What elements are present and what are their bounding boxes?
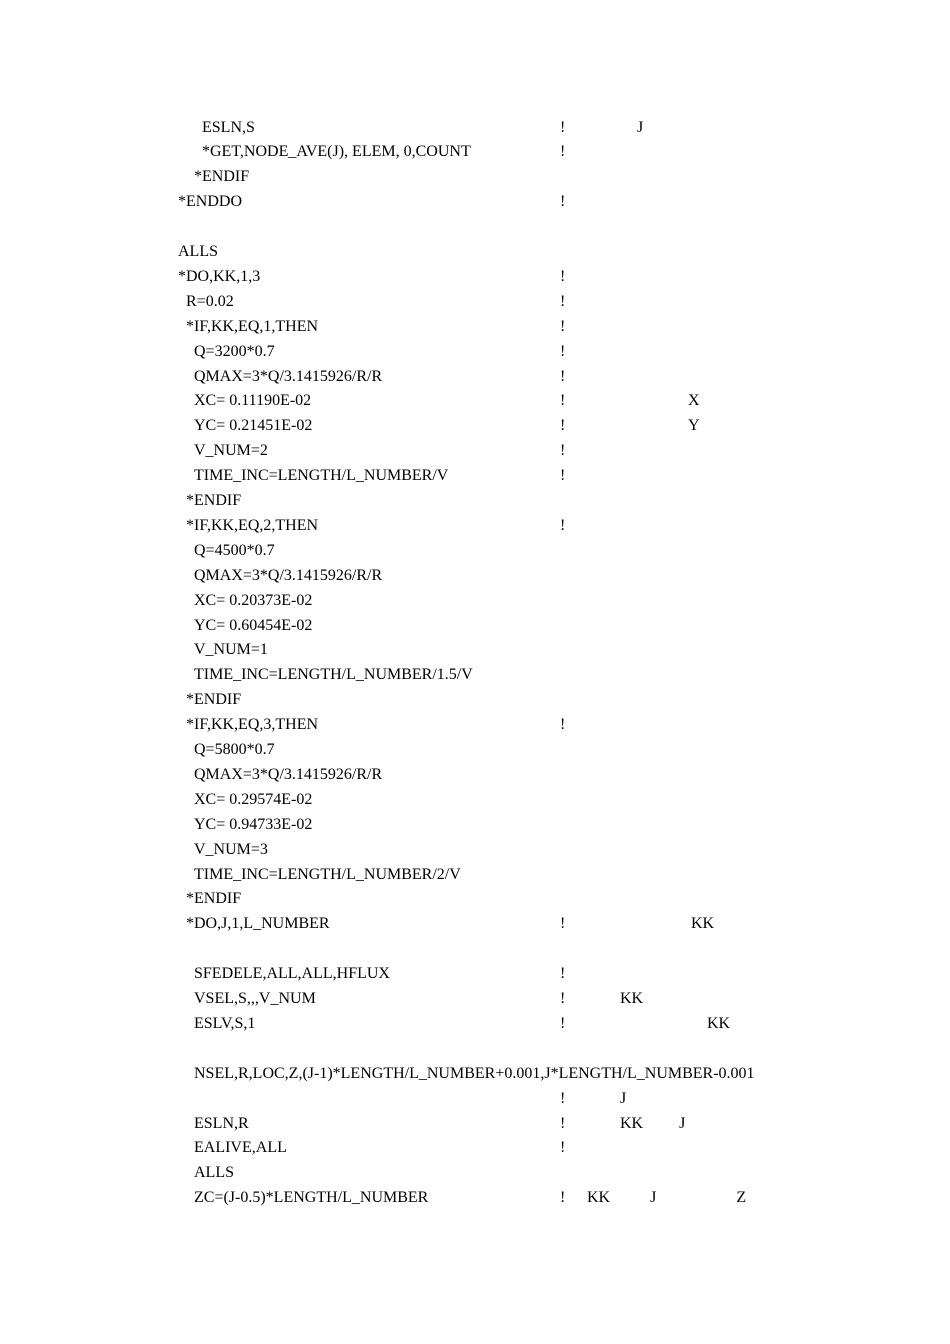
code-line	[0, 962, 950, 987]
code-line	[0, 489, 950, 514]
code-text: TIME_INC=LENGTH/L_NUMBER/2/V	[194, 865, 461, 883]
code-text: *IF,KK,EQ,1,THEN	[186, 317, 319, 335]
comment-marker: !	[560, 417, 566, 435]
comment-marker: !	[560, 965, 566, 983]
code-text: R=0.02	[186, 292, 234, 310]
code-line	[0, 937, 950, 962]
comment-marker: !	[560, 915, 566, 933]
code-line	[0, 713, 950, 738]
code-line	[0, 887, 950, 912]
code-line	[0, 564, 950, 589]
comment-marker: !	[560, 143, 566, 161]
code-text: *DO,KK,1,3	[178, 267, 261, 285]
comment-marker: !	[560, 467, 566, 485]
code-line	[0, 838, 950, 863]
code-text: *ENDIF	[186, 890, 242, 908]
code-line	[0, 813, 950, 838]
code-text: V_NUM=1	[194, 641, 268, 659]
code-line	[0, 589, 950, 614]
code-line	[0, 863, 950, 888]
code-line	[0, 1087, 950, 1112]
code-line	[0, 738, 950, 763]
code-line	[0, 1136, 950, 1161]
code-line	[0, 265, 950, 290]
comment-text: X	[688, 392, 700, 410]
code-text: Q=3200*0.7	[194, 342, 275, 360]
code-text: TIME_INC=LENGTH/L_NUMBER/1.5/V	[194, 666, 473, 684]
code-text: *DO,J,1,L_NUMBER	[186, 915, 330, 933]
code-line	[0, 1012, 950, 1037]
code-line	[0, 688, 950, 713]
comment-marker: !	[560, 118, 566, 136]
code-text: *IF,KK,EQ,2,THEN	[186, 516, 319, 534]
comment-text: J	[620, 1089, 627, 1107]
comment-marker: !	[560, 716, 566, 734]
code-text: QMAX=3*Q/3.1415926/R/R	[194, 566, 383, 584]
code-line	[0, 290, 950, 315]
code-line	[0, 638, 950, 663]
code-line	[0, 140, 950, 165]
code-line	[0, 240, 950, 265]
code-text: V_NUM=2	[194, 442, 268, 460]
code-line	[0, 464, 950, 489]
comment-marker: !	[560, 1189, 566, 1207]
comment-marker: !	[560, 367, 566, 385]
code-text: QMAX=3*Q/3.1415926/R/R	[194, 765, 383, 783]
code-text: Q=5800*0.7	[194, 741, 275, 758]
comment-text: KK	[707, 1014, 731, 1032]
code-text: YC= 0.94733E-02	[194, 815, 313, 833]
code-text: ALLS	[194, 1164, 234, 1182]
code-line	[0, 116, 950, 141]
comment-text: Y	[688, 417, 700, 435]
code-text: YC= 0.21451E-02	[194, 417, 313, 435]
comment-marker: !	[560, 317, 566, 335]
code-text: ZC=(J-0.5)*LENGTH/L_NUMBER	[194, 1189, 429, 1207]
comment-marker: !	[560, 516, 566, 534]
code-line	[0, 663, 950, 688]
code-line	[0, 614, 950, 639]
code-text: XC= 0.20373E-02	[194, 591, 313, 609]
code-line	[0, 190, 950, 215]
comment-text: KK	[691, 915, 715, 933]
comment-marker: !	[560, 267, 566, 285]
comment-marker: !	[560, 1114, 566, 1132]
code-line	[0, 439, 950, 464]
code-line	[0, 1112, 950, 1137]
code-text: *IF,KK,EQ,3,THEN	[186, 716, 319, 734]
code-line	[0, 215, 950, 240]
comment-text: KK	[620, 990, 644, 1007]
code-text: VSEL,S,,,V_NUM	[194, 990, 316, 1007]
code-text: XC= 0.11190E-02	[194, 392, 312, 410]
comment-marker: !	[560, 342, 566, 360]
comment-marker: !	[560, 392, 566, 410]
code-text: V_NUM=3	[194, 840, 268, 858]
code-text: EALIVE,ALL	[194, 1139, 287, 1157]
code-text: NSEL,R,LOC,Z,(J-1)*LENGTH/L_NUMBER+0.001,J*LENGTH/L_NUMBER-0.001	[194, 1064, 755, 1082]
code-text: *ENDIF	[186, 492, 242, 509]
code-line	[0, 365, 950, 390]
code-text: ESLN,R	[194, 1114, 249, 1132]
comment-marker: !	[560, 1014, 566, 1032]
code-text: Q=4500*0.7	[194, 541, 275, 559]
code-text: SFEDELE,ALL,ALL,HFLUX	[194, 965, 390, 983]
comment-marker: !	[560, 292, 566, 310]
comment-text: J	[637, 118, 644, 136]
code-line	[0, 514, 950, 539]
code-line	[0, 414, 950, 439]
code-text: TIME_INC=LENGTH/L_NUMBER/V	[194, 467, 449, 485]
code-line	[0, 340, 950, 365]
code-line	[0, 1161, 950, 1186]
code-line	[0, 763, 950, 788]
code-line	[0, 539, 950, 564]
code-text: XC= 0.29574E-02	[194, 790, 313, 808]
code-line	[0, 1186, 950, 1211]
code-text: *ENDIF	[194, 168, 250, 186]
code-text: *GET,NODE_AVE(J), ELEM, 0,COUNT	[202, 143, 471, 161]
code-text: *ENDIF	[186, 691, 242, 709]
comment-text: KK J Z	[587, 1189, 747, 1207]
code-line	[0, 165, 950, 190]
comment-marker: !	[560, 990, 566, 1007]
code-line	[0, 315, 950, 340]
code-line	[0, 1037, 950, 1062]
code-text: ALLS	[178, 243, 218, 260]
code-line	[0, 987, 950, 1012]
code-line	[0, 788, 950, 813]
code-text: QMAX=3*Q/3.1415926/R/R	[194, 367, 383, 385]
code-text: YC= 0.60454E-02	[194, 616, 313, 634]
code-text: ESLV,S,1	[194, 1014, 256, 1032]
comment-marker: !	[560, 193, 566, 211]
comment-text: KK J	[620, 1114, 686, 1132]
code-line	[0, 389, 950, 414]
comment-marker: !	[560, 1089, 566, 1107]
code-line	[0, 912, 950, 937]
comment-marker: !	[560, 442, 566, 460]
code-line	[0, 1062, 950, 1087]
code-text: ESLN,S	[202, 118, 255, 136]
comment-marker: !	[560, 1139, 566, 1157]
code-text: *ENDDO	[178, 193, 242, 211]
